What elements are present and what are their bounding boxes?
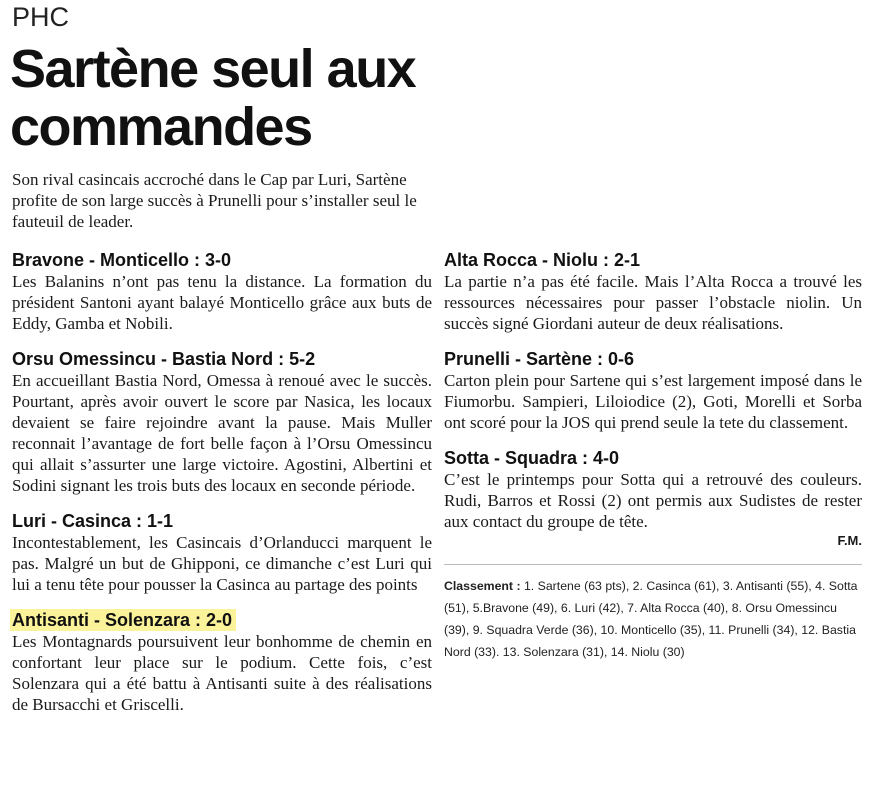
match-report [12,348,432,496]
match-title: Prunelli - Sartène : 0-6 [444,349,635,369]
match-report [12,249,432,334]
standings-text: 1. Sartene (63 pts), 2. Casinca (61), 3. Antisanti (55), 4. Sotta (51), 5.Bravone (49), 6. Luri (42), 7. Alta Rocca (40), 8. Orsu Omessincu (39), 9. Squadra Verde (36), 10. Monticello (35), 11. Prunelli (34), 12. Bastia Nord (33). 13. Solenzara (31), 14. Niolu (30) [444,579,858,659]
right-column [444,249,862,663]
author-signature: F.M. [837,533,862,548]
match-report [444,447,862,532]
match-title-highlighted: Antisanti - Solenzara : 2-0 [10,609,236,631]
match-title: Sotta - Squadra : 4-0 [444,448,620,468]
match-report [444,348,862,433]
match-body: Incontestablement, les Casincais d’Orlanducci marquent le pas. Malgré un but de Ghipponi, ce dimanche c’est Luri qui lui a tenu tête pour pousser la Casinca au partage des points [12,533,432,594]
match-title: Orsu Omessincu - Bastia Nord : 5-2 [12,349,316,369]
divider [444,564,862,565]
match-report [12,510,432,595]
match-title: Luri - Casinca : 1-1 [12,511,174,531]
left-column [12,249,432,715]
section-tag: PHC [12,2,70,32]
match-body: Les Balanins n’ont pas tenu la distance. La formation du président Santoni ayant balayé Monticello grâce aux buts de Eddy, Gamba et Nobili. [12,272,432,333]
match-body: La partie n’a pas été facile. Mais l’Alta Rocca a trouvé les ressources nécessaires pour passer l’obstacle niolin. Un succès signé Giordani auteur de deux réalisations. [444,272,862,333]
intro-paragraph: Son rival casincais accroché dans le Cap par Luri, Sartène profite de son large succès à Prunelli pour s’installer seul le fauteuil de leader. [12,170,417,231]
match-title: Bravone - Monticello : 3-0 [12,250,232,270]
match-body: Carton plein pour Sartene qui s’est largement imposé dans le Fiumorbu. Sampieri, Liloiodice (2), Goti, Morelli et Sorba ont scoré pour la JOS qui prend seule la tete du classement. [444,371,862,432]
standings [444,575,862,663]
match-title: Alta Rocca - Niolu : 2-1 [444,250,641,270]
match-body: C’est le printemps pour Sotta qui a retrouvé des couleurs. Rudi, Barros et Rossi (2) ont permis aux Sudistes de rester aux contact du groupe de tête. [444,470,862,531]
match-report [444,249,862,334]
match-report [12,609,432,715]
headline: Sartène seul aux commandes [10,39,416,157]
standings-label: Classement : [444,579,521,593]
match-body: En accueillant Bastia Nord, Omessa à renoué avec le succès. Pourtant, après avoir ouvert le score par Nasica, les locaux devaient se faire rejoindre avant la pause. Mais Muller reconnait l’avantage de fort belle façon à l’Orsu Omessincu qui allait s’assurter une large victoire. Agostini, Albertini et Sodini signant les trois buts des locaux en seconde période. [12,371,432,495]
match-body: Les Montagnards poursuivent leur bonhomme de chemin en confortant leur place sur le podium. Cette fois, c’est Solenzara qui a été battu à Antisanti suite à des réalisations de Bursacchi et Griscelli. [12,632,432,714]
